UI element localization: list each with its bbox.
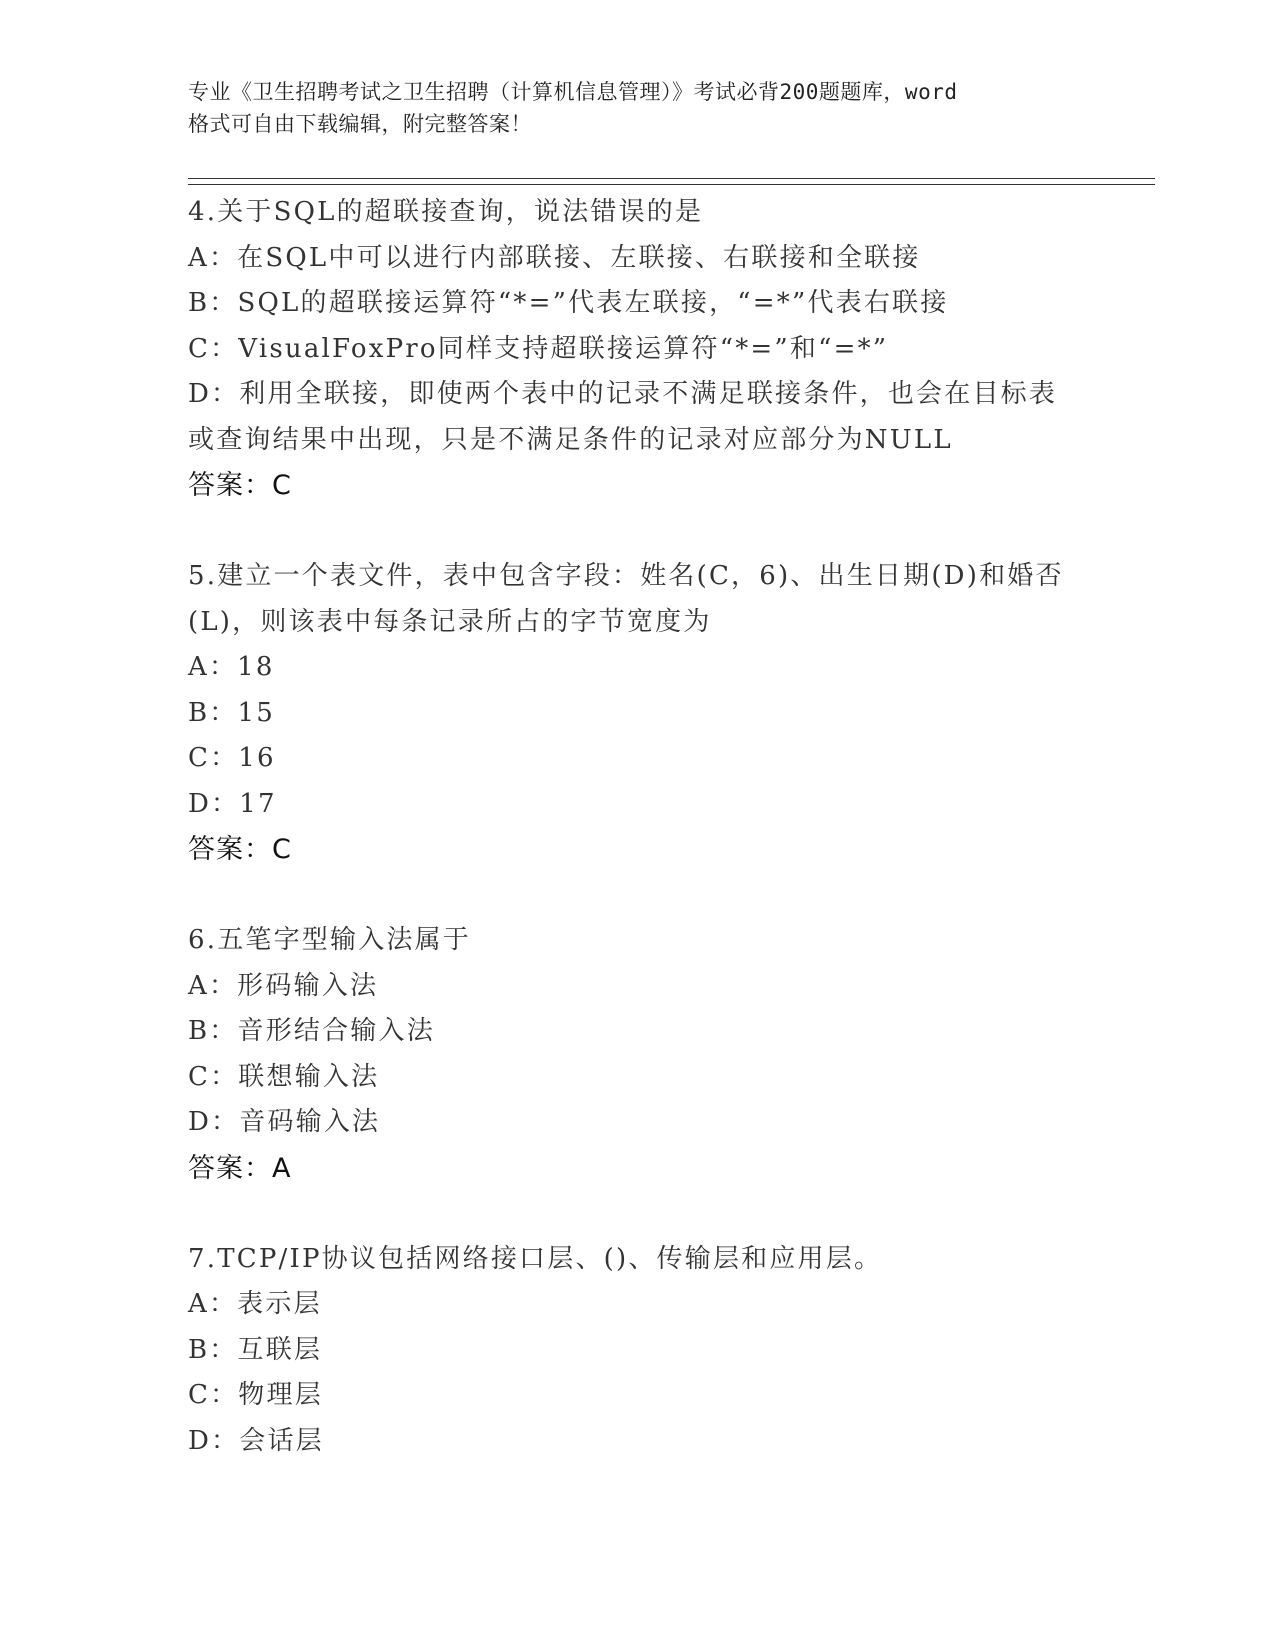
- answer-line: 答案：A: [188, 1152, 292, 1184]
- question-block: [188, 190, 1148, 509]
- header-divider-bottom: [188, 184, 1155, 185]
- option-a: A：形码输入法: [188, 970, 379, 1001]
- question-stem: 6.五笔字型输入法属于: [188, 925, 472, 955]
- option-d: D：音码输入法: [188, 1107, 381, 1137]
- question-spacer: [188, 1191, 1148, 1237]
- option-d: D：利用全联接，即使两个表中的记录不满足联接条件，也会在目标表: [188, 379, 1058, 409]
- option-b: B：15: [188, 697, 275, 728]
- answer-line: 答案：C: [188, 834, 292, 865]
- option-c: C：联想输入法: [188, 1061, 380, 1092]
- document-header: [188, 76, 1088, 140]
- question-stem: 4.关于SQL的超联接查询，说法错误的是: [188, 197, 704, 227]
- question-block: [188, 918, 1148, 1191]
- header-line-2: 格式可自由下载编辑，附完整答案！: [188, 112, 532, 136]
- question-list: [188, 190, 1148, 1464]
- option-c: C：物理层: [188, 1380, 323, 1410]
- option-c: C：VisualFoxPro同样支持超联接运算符“*=”和“=*”: [188, 333, 889, 364]
- question-block: [188, 1237, 1148, 1465]
- answer-line: 答案：C: [188, 470, 292, 501]
- header-line-1: 专业《卫生招聘考试之卫生招聘（计算机信息管理）》考试必背200题题库，word: [188, 80, 958, 104]
- option-d: D：17: [188, 788, 277, 819]
- option-a: A：在SQL中可以进行内部联接、左联接、右联接和全联接: [188, 242, 921, 273]
- header-divider-top: [188, 178, 1155, 179]
- option-d: 或查询结果中出现，只是不满足条件的记录对应部分为NULL: [188, 424, 953, 455]
- question-block: [188, 554, 1148, 873]
- question-spacer: [188, 509, 1148, 555]
- option-a: A：表示层: [188, 1289, 322, 1319]
- question-spacer: [188, 873, 1148, 919]
- option-b: B：互联层: [188, 1334, 323, 1365]
- option-c: C：16: [188, 743, 276, 773]
- option-a: A：18: [188, 652, 275, 682]
- question-stem: 7.TCP/IP协议包括网络接口层、()、传输层和应用层。: [188, 1243, 883, 1274]
- option-b: B：音形结合输入法: [188, 1016, 435, 1046]
- option-d: D：会话层: [188, 1425, 324, 1456]
- question-stem: 5.建立一个表文件，表中包含字段：姓名(C，6)、出生日期(D)和婚否: [188, 561, 1064, 591]
- option-b: B：SQL的超联接运算符“*=”代表左联接，“=*”代表右联接: [188, 288, 949, 318]
- question-stem: (L)，则该表中每条记录所占的字节宽度为: [188, 606, 712, 637]
